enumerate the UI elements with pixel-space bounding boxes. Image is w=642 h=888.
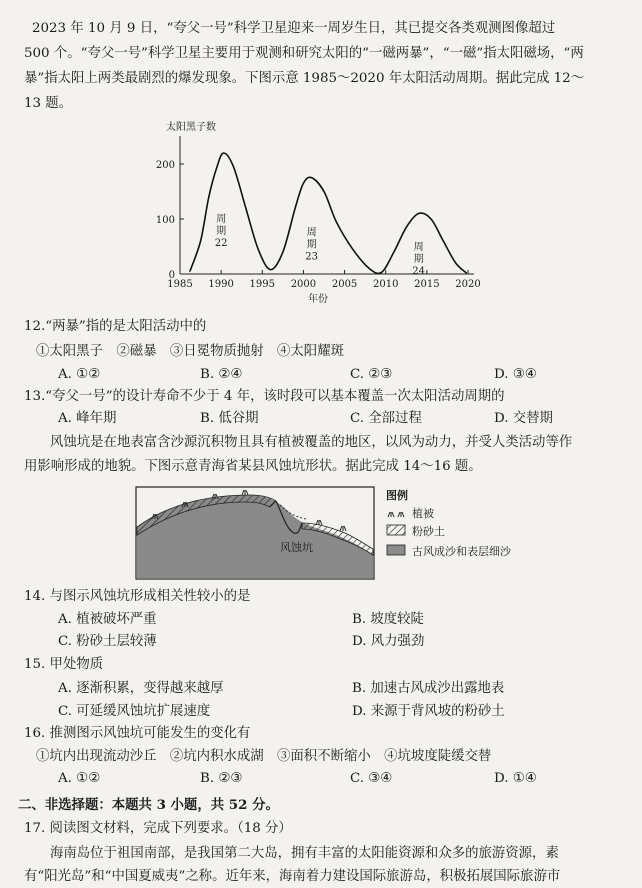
cycle-label-22: 期 bbox=[216, 225, 227, 237]
passage1-line-3: 暴”指太阳上两类最剧烈的爆发现象。下图示意 1985～2020 年太阳活动周期。据此完成 12～ bbox=[24, 71, 585, 86]
x-tick-label: 2020 bbox=[455, 279, 481, 290]
y-tick-label: 0 bbox=[168, 270, 175, 281]
data-point bbox=[352, 249, 353, 250]
data-point bbox=[303, 183, 304, 184]
data-point bbox=[223, 152, 224, 153]
data-point bbox=[208, 196, 209, 197]
q15-option-c[interactable]: C. 可延缓风蚀坑扩展速度 bbox=[58, 704, 211, 719]
sunspot-line bbox=[190, 153, 467, 273]
cycle-label-23: 23 bbox=[305, 251, 319, 263]
x-tick-label: 1995 bbox=[249, 279, 276, 290]
q14-option-d[interactable]: D. 风力强劲 bbox=[352, 634, 425, 649]
data-point bbox=[336, 221, 337, 222]
data-point bbox=[406, 227, 407, 228]
passage2-line-1: 风蚀坑是在地表富含沙源沉积物且具有植被覆盖的地区，以风为动力，并受人类活动等作 bbox=[50, 435, 573, 450]
q16-items: ①坑内出现流动沙丘 ②坑内积水成湖 ③面积不断缩小 ④坑坡度陡缓交替 bbox=[36, 749, 492, 764]
q15-stem: 15. 甲处物质 bbox=[24, 657, 104, 672]
q12-option-d[interactable]: D. ③④ bbox=[494, 367, 537, 382]
q16-option-d[interactable]: D. ①④ bbox=[494, 771, 537, 786]
data-point bbox=[381, 272, 382, 273]
q14-option-a[interactable]: A. 植被破坏严重 bbox=[58, 612, 157, 627]
q12-option-c[interactable]: C. ②③ bbox=[350, 367, 393, 382]
q16-option-b[interactable]: B. ②③ bbox=[200, 771, 243, 786]
y-axis-label: 太阳黑子数 bbox=[166, 122, 216, 133]
data-point bbox=[245, 207, 246, 208]
q15-option-b[interactable]: B. 加速古风成沙出露地表 bbox=[352, 681, 505, 696]
q12-option-a[interactable]: A. ①② bbox=[58, 367, 101, 382]
q15-option-d[interactable]: D. 来源于背风坡的粉砂土 bbox=[352, 704, 505, 719]
cycle-label-22: 22 bbox=[214, 237, 228, 249]
passage2-line-2: 用影响形成的地貌。下图示意青海省某县风蚀坑形状。据此完成 14～16 题。 bbox=[24, 459, 482, 474]
q12-option-b[interactable]: B. ②④ bbox=[200, 367, 243, 382]
sunspot-chart bbox=[150, 112, 510, 310]
q16-stem: 16. 推测图示风蚀坑可能发生的变化有 bbox=[24, 726, 251, 741]
data-point bbox=[443, 240, 444, 241]
q15-option-a[interactable]: A. 逐渐积累，变得越来越厚 bbox=[58, 681, 224, 696]
vegetation-icon bbox=[388, 512, 404, 517]
cycle-label-23: 期 bbox=[306, 239, 317, 251]
pit-label: 风蚀坑 bbox=[280, 541, 313, 554]
data-point bbox=[430, 218, 431, 219]
q13-option-c[interactable]: C. 全部过程 bbox=[350, 411, 422, 426]
q14-option-c[interactable]: C. 粉砂土层较薄 bbox=[58, 634, 157, 649]
q17-line-1: 海南岛位于祖国南部，是我国第二大岛，拥有丰富的太阳能资源和众多的旅游资源，素 bbox=[50, 846, 559, 861]
x-axis-label: 年份 bbox=[308, 294, 328, 305]
legend-vegetation-label: 植被 bbox=[412, 507, 434, 520]
y-tick-label: 100 bbox=[155, 215, 175, 226]
passage1-line-2: 500 个。“夸父一号”科学卫星主要用于观测和研究太阳的“一磁两暴”，“一磁”指太阳磁场，“两 bbox=[24, 46, 584, 61]
cycle-label-24: 周 bbox=[413, 241, 424, 253]
q13-option-d[interactable]: D. 交替期 bbox=[494, 411, 553, 426]
cycle-label-22: 周 bbox=[216, 213, 227, 225]
q14-stem: 14. 与图示风蚀坑形成相关性较小的是 bbox=[24, 589, 251, 604]
data-point bbox=[189, 271, 190, 272]
passage1-line-1: 2023 年 10 月 9 日，“夸父一号”科学卫星迎来一周岁生日，其已提交各类观测图像超过 bbox=[32, 21, 556, 36]
q16-option-a[interactable]: A. ①② bbox=[58, 771, 101, 786]
data-point bbox=[282, 251, 283, 252]
sand-icon bbox=[387, 545, 405, 555]
data-point bbox=[311, 177, 312, 178]
passage1-line-4: 13 题。 bbox=[24, 96, 73, 111]
legend-silt-label: 粉砂土 bbox=[412, 525, 445, 538]
q14-option-b[interactable]: B. 坡度较陡 bbox=[352, 612, 424, 627]
data-point bbox=[295, 207, 296, 208]
y-tick-label: 200 bbox=[155, 160, 175, 171]
x-tick-label: 2005 bbox=[331, 279, 358, 290]
data-point bbox=[393, 251, 394, 252]
x-tick-label: 2000 bbox=[290, 279, 317, 290]
legend-title: 图例 bbox=[386, 489, 408, 502]
silt-icon bbox=[387, 525, 405, 535]
cycle-label-24: 期 bbox=[413, 253, 424, 265]
data-point bbox=[270, 269, 271, 270]
data-point bbox=[233, 166, 234, 167]
x-tick-label: 1990 bbox=[208, 279, 234, 290]
legend bbox=[386, 488, 512, 558]
data-point bbox=[323, 191, 324, 192]
data-point bbox=[466, 272, 467, 273]
q12-stem: 12.“两暴”指的是太阳活动中的 bbox=[24, 319, 207, 334]
q17-line-2: 有“阳光岛”和“中国夏威夷”之称。近年来，海南着力建设国际旅游岛，积极拓展国际旅游市 bbox=[24, 869, 561, 884]
data-point bbox=[418, 213, 419, 214]
section2-title: 二、非选择题：本题共 3 小题，共 52 分。 bbox=[18, 797, 279, 813]
q16-option-c[interactable]: C. ③④ bbox=[350, 771, 393, 786]
data-point bbox=[369, 268, 370, 269]
q13-stem: 13.“夸父一号”的设计寿命不少于 4 年，该时段可以基本覆盖一次太阳活动周期的 bbox=[24, 389, 505, 404]
data-point bbox=[455, 262, 456, 263]
wind-erosion-pit-diagram bbox=[130, 483, 520, 583]
cycle-label-24: 24 bbox=[412, 265, 425, 277]
legend-sand-label: 古风成沙和表层细沙 bbox=[412, 545, 511, 558]
q13-option-b[interactable]: B. 低谷期 bbox=[200, 411, 259, 426]
cycle-label-23: 周 bbox=[306, 227, 317, 239]
q12-items: ①太阳黑子 ②磁暴 ③日冕物质抛射 ④太阳耀斑 bbox=[36, 344, 344, 359]
q17-stem: 17. 阅读图文材料，完成下列要求。（18 分） bbox=[24, 821, 292, 836]
x-tick-label: 2015 bbox=[414, 279, 440, 290]
data-point bbox=[216, 166, 217, 167]
x-tick-label: 2010 bbox=[372, 279, 399, 290]
data-point bbox=[258, 249, 259, 250]
data-point bbox=[200, 240, 201, 241]
q13-option-a[interactable]: A. 峰年期 bbox=[58, 411, 117, 426]
x-tick-label: 1985 bbox=[167, 279, 193, 290]
